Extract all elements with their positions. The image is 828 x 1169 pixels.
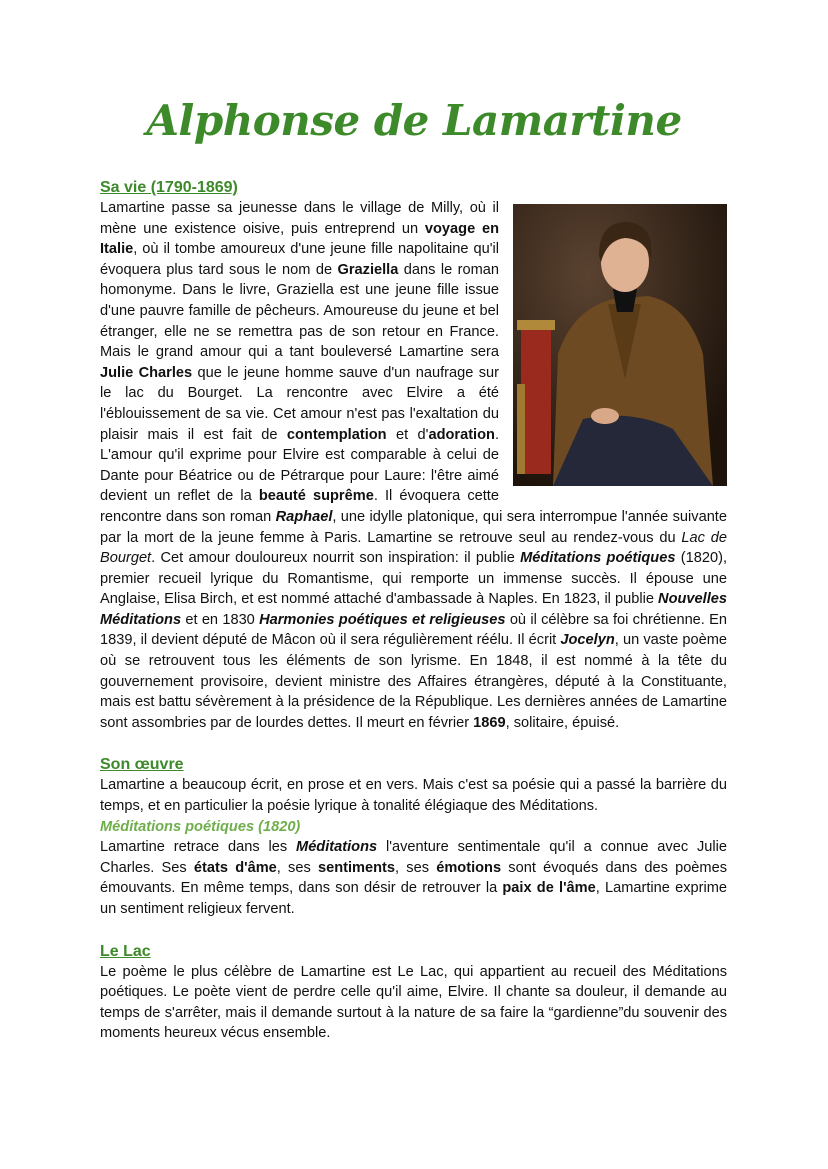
section-heading-le-lac: Le Lac bbox=[100, 942, 151, 960]
portrait-image bbox=[513, 204, 727, 486]
subheading-meditations: Méditations poétiques (1820) bbox=[100, 818, 301, 835]
section-intro-son-oeuvre: Lamartine a beaucoup écrit, en prose et en vers. Mais c'est sa poésie qui a passé la barrière du temps, et en particulier la poésie lyrique à tonalité élégiaque des Méditations. bbox=[100, 777, 727, 815]
section-text-le-lac: Le poème le plus célèbre de Lamartine est Le Lac, qui appartient au recueil des Méditations poétiques. Le poète vient de perdre celle qu'il aime, Elvire. Il chante sa douleur, il demande au temps de s'arrêter, mais il demande surtout à la nature de sa faire la “gardienne”du souvenir des moments heureux vécus ensemble. bbox=[100, 963, 727, 1042]
section-heading-son-oeuvre: Son œuvre bbox=[100, 756, 184, 774]
section-le-lac bbox=[100, 942, 727, 1044]
section-son-oeuvre bbox=[100, 755, 727, 919]
section-text-sa-vie: Lamartine passe sa jeunesse dans le village de Milly, où il mène une existence oisive, puis entreprend un voyage en Italie, où il tombe amoureux d'une jeune fille napolitaine qu'il évoquera plus tard sous le nom de Graziella dans le roman homonyme. Dans le livre, Graziella est une jeune fille issue d'une pauvre famille de pêcheurs. Amoureuse du jeune et bel étranger, elle ne se remettra pas de son retour en France. Mais le grand amour qui a tant bouleversé Lamartine sera Julie Charles que le jeune homme sauve d'un naufrage sur le lac du Bourget. La rencontre avec Elvire a été l'éblouissement de sa vie. Cet amour n'est pas l'exaltation du plaisir mais il est fait de contemplation et d'adoration. L'amour qu'il exprime pour Elvire est comparable à celui de Dante pour Béatrice ou de Pétrarque pour Laure: l'être aimé devient un reflet de la beauté suprême. Il évoquera cette rencontre dans son roman Raphael, une idylle platonique, qui sera interrompue l'année suivante par la mort de la jeune femme à Paris. Lamartine se retrouve seul au rendez-vous du Lac de Bourget. Cet amour douloureux nourrit son inspiration: il publie Méditations poétiques (1820), premier recueil lyrique du Romantisme, qui remporte un immense succès. Il épouse une Anglaise, Elisa Birch, et est nommé attaché d'ambassade à Naples. En 1823, il publie Nouvelles Méditations et en 1830 Harmonies poétiques et religieuses où il célèbre sa foi chrétienne. En 1839, il devient député de Mâcon où il sera régulièrement réélu. Il écrit Jocelyn, un vaste poème où se retrouvent tous les éléments de son lyrisme. En 1848, il est nommé à la tête du gouvernement provisoire, devient ministre des Affaires étrangères, député à la Constituante, mais est battu sévèrement à la présidence de la République. Les dernières années de Lamartine sont assombries par de lourdes dettes. Il meurt en février 1869, solitaire, épuisé. bbox=[100, 200, 727, 731]
page-title: Alphonse de Lamartine bbox=[146, 96, 682, 145]
section-heading-sa-vie: Sa vie (1790-1869) bbox=[100, 179, 238, 196]
section-text-meditations: Lamartine retrace dans les Méditations l'aventure sentimentale qu'il a connue avec Julie Charles. Ses états d'âme, ses sentiments, ses émotions sont évoqués dans des poèmes émouvants. En même temps, dans son désir de retrouver la paix de l'âme, Lamartine exprime un sentiment religieux fervent. bbox=[100, 839, 727, 917]
document-body bbox=[100, 178, 727, 1044]
